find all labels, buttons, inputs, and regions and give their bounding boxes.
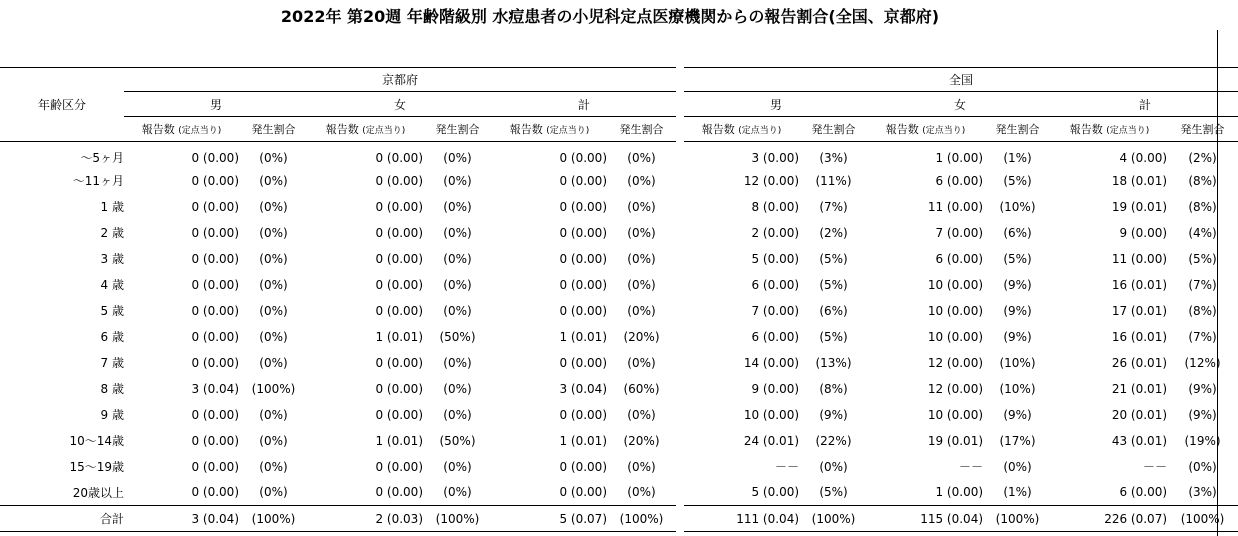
report-count-cell: 0 (0.00) [559, 303, 607, 318]
rate-cell: (0%) [259, 407, 288, 422]
sex-header-national-total: 計 [1052, 92, 1238, 117]
report-count-cell: 1 (0.01) [375, 433, 423, 448]
rate-cell: (8%) [819, 381, 848, 396]
rate-cell: (0%) [259, 459, 288, 474]
age-cell: 2 歳 [100, 226, 124, 240]
report-count-label: 報告数 [885, 123, 919, 136]
rate-cell: (3%) [1188, 485, 1217, 500]
rate-cell: (0%) [259, 251, 288, 266]
report-count-cell: 0 (0.00) [191, 433, 239, 448]
region-gap-cell [676, 168, 684, 194]
rate-cell: (10%) [999, 355, 1036, 370]
per-sentinel-label: (定点当り) [362, 126, 406, 136]
table-row [0, 246, 1238, 272]
rate-cell: (9%) [1188, 407, 1217, 422]
rate-cell: (2%) [819, 225, 848, 240]
rate-cell: (0%) [627, 355, 656, 370]
rate-cell: (50%) [439, 329, 476, 344]
rate-cell: (0%) [627, 303, 656, 318]
rate-cell: (0%) [627, 150, 656, 165]
rate-cell: (0%) [259, 485, 288, 500]
header-row-sex [0, 92, 1238, 117]
report-count-cell: 7 (0.00) [751, 303, 800, 318]
report-count-cell: 24 (0.01) [743, 433, 800, 448]
rate-cell: (0%) [627, 459, 656, 474]
rate-cell: (8%) [1188, 199, 1217, 214]
report-count-cell: 11 (0.00) [927, 199, 984, 214]
report-count-cell: 0 (0.00) [191, 199, 239, 214]
rate-header: 発生割合 [799, 117, 868, 142]
report-count-label: 報告数 [1069, 123, 1103, 136]
rate-cell: (0%) [443, 485, 472, 500]
region-gap [676, 68, 684, 92]
report-count-cell: －－ [959, 460, 984, 474]
rate-cell: (10%) [999, 381, 1036, 396]
region-gap-cell [676, 402, 684, 428]
per-sentinel-label: (定点当り) [738, 126, 782, 136]
rate-cell: (0%) [819, 459, 848, 474]
rate-cell: (0%) [259, 277, 288, 292]
table-row [0, 298, 1238, 324]
region-gap-cell [676, 480, 684, 506]
rate-cell: (17%) [999, 433, 1036, 448]
report-count-cell: 4 (0.00) [1119, 150, 1168, 165]
report-count-cell: 3 (0.00) [751, 150, 800, 165]
report-count-label: 報告数 [701, 123, 735, 136]
region-gap-cell [676, 506, 684, 532]
report-count-cell: 0 (0.00) [559, 355, 607, 370]
rate-cell: (0%) [443, 251, 472, 266]
rate-cell: (100%) [1167, 506, 1238, 532]
report-count-cell: 0 (0.00) [559, 277, 607, 292]
age-cell: 15～19歳 [69, 460, 124, 474]
report-count-cell: 1 (0.00) [935, 150, 984, 165]
report-count-cell: 14 (0.00) [743, 355, 800, 370]
rate-cell: (0%) [443, 407, 472, 422]
report-count-cell: 10 (0.00) [927, 329, 984, 344]
report-count-cell: 115 (0.04) [868, 506, 983, 532]
report-count-header [492, 117, 607, 142]
rate-cell: (0%) [443, 381, 472, 396]
report-count-cell: 10 (0.00) [927, 277, 984, 292]
rate-cell: (0%) [627, 173, 656, 188]
rate-cell: (0%) [627, 277, 656, 292]
report-count-cell: 0 (0.00) [375, 355, 423, 370]
table-row [0, 402, 1238, 428]
region-gap-cell [676, 298, 684, 324]
table-row [0, 168, 1238, 194]
age-cell: 20歳以上 [72, 485, 124, 500]
report-count-cell: 0 (0.00) [191, 251, 239, 266]
age-cell: 6 歳 [100, 330, 124, 344]
report-count-cell: 8 (0.00) [751, 199, 800, 214]
region-gap-cell [676, 246, 684, 272]
rate-cell: (100%) [983, 506, 1052, 532]
rate-cell: (9%) [819, 407, 848, 422]
report-count-cell: 43 (0.01) [1111, 433, 1168, 448]
age-cell: 3 歳 [100, 252, 124, 266]
rate-cell: (5%) [1003, 251, 1032, 266]
report-count-cell: 0 (0.00) [191, 173, 239, 188]
table-row [0, 428, 1238, 454]
report-count-cell: 0 (0.00) [191, 277, 239, 292]
rate-cell: (19%) [1184, 433, 1221, 448]
rate-cell: (9%) [1188, 381, 1217, 396]
report-count-cell: 11 (0.00) [1111, 251, 1168, 266]
rate-cell: (0%) [627, 199, 656, 214]
report-count-cell: 0 (0.00) [375, 381, 423, 396]
table-row [0, 324, 1238, 350]
region-gap-cell [676, 376, 684, 402]
report-count-cell: 9 (0.00) [1119, 225, 1168, 240]
rate-cell: (2%) [1188, 150, 1217, 165]
rate-cell: (100%) [799, 506, 868, 532]
rate-cell: (5%) [1003, 173, 1032, 188]
rate-header: 発生割合 [1167, 117, 1238, 142]
rate-cell: (12%) [1184, 355, 1221, 370]
rate-cell: (7%) [819, 199, 848, 214]
report-count-cell: 0 (0.00) [375, 251, 423, 266]
rate-cell: (100%) [251, 381, 296, 396]
age-cell: 9 歳 [100, 408, 124, 422]
rate-cell: (0%) [627, 407, 656, 422]
report-count-label: 報告数 [325, 123, 359, 136]
region-gap-cell [676, 350, 684, 376]
report-count-cell: 0 (0.00) [191, 303, 239, 318]
report-count-cell: 3 (0.04) [124, 506, 239, 532]
rate-cell: (5%) [819, 251, 848, 266]
report-count-header [684, 117, 799, 142]
table-row [0, 194, 1238, 220]
rate-cell: (8%) [1188, 173, 1217, 188]
rate-cell: (1%) [1003, 150, 1032, 165]
per-sentinel-label: (定点当り) [178, 126, 222, 136]
report-count-cell: 10 (0.00) [743, 407, 800, 422]
table-row [0, 480, 1238, 506]
rate-cell: (7%) [1188, 329, 1217, 344]
rate-cell: (50%) [439, 433, 476, 448]
rate-cell: (60%) [623, 381, 660, 396]
report-count-cell: 0 (0.00) [375, 150, 423, 165]
rate-cell: (100%) [239, 506, 308, 532]
rate-cell: (100%) [423, 506, 492, 532]
region-gap-cell [676, 454, 684, 480]
report-count-cell: 19 (0.01) [1111, 199, 1168, 214]
rate-cell: (0%) [259, 329, 288, 344]
rate-cell: (20%) [623, 433, 660, 448]
rate-cell: (0%) [443, 355, 472, 370]
table-row [0, 376, 1238, 402]
total-row [0, 506, 1238, 532]
rate-cell: (0%) [627, 251, 656, 266]
rate-cell: (0%) [259, 433, 288, 448]
report-count-cell: 0 (0.00) [559, 173, 607, 188]
rate-cell: (11%) [815, 173, 852, 188]
rate-cell: (5%) [1188, 251, 1217, 266]
rate-cell: (0%) [1188, 459, 1217, 474]
report-count-cell: 0 (0.00) [375, 277, 423, 292]
rate-cell: (3%) [819, 150, 848, 165]
sex-header-kyoto-total: 計 [492, 92, 676, 117]
rate-cell: (10%) [999, 199, 1036, 214]
report-count-cell: 6 (0.00) [935, 251, 984, 266]
report-count-cell: 5 (0.00) [751, 485, 800, 500]
rate-cell: (9%) [1003, 303, 1032, 318]
rate-cell: (6%) [819, 303, 848, 318]
report-count-cell: 9 (0.00) [751, 381, 800, 396]
rate-cell: (5%) [819, 277, 848, 292]
region-header-national: 全国 [684, 68, 1238, 92]
report-count-cell: 12 (0.00) [927, 355, 984, 370]
rate-cell: (0%) [627, 485, 656, 500]
rate-cell: (9%) [1003, 407, 1032, 422]
report-count-cell: 6 (0.00) [751, 329, 800, 344]
report-count-cell: 0 (0.00) [375, 173, 423, 188]
rate-cell: (0%) [259, 150, 288, 165]
report-count-cell: 0 (0.00) [191, 407, 239, 422]
rate-cell: (0%) [443, 459, 472, 474]
rate-cell: (0%) [443, 199, 472, 214]
report-count-cell: 0 (0.00) [559, 251, 607, 266]
region-gap-cell [676, 220, 684, 246]
report-count-cell: 12 (0.00) [743, 173, 800, 188]
age-header: 年齢区分 [0, 68, 124, 142]
report-count-header [868, 117, 983, 142]
report-count-cell: 0 (0.00) [375, 407, 423, 422]
region-gap-cell [676, 324, 684, 350]
sex-header-kyoto-male: 男 [124, 92, 308, 117]
report-count-cell: 111 (0.04) [684, 506, 799, 532]
rate-cell: (8%) [1188, 303, 1217, 318]
table-row [0, 350, 1238, 376]
table-row [0, 454, 1238, 480]
rate-header: 発生割合 [983, 117, 1052, 142]
rate-cell: (100%) [607, 506, 676, 532]
report-count-cell: 10 (0.00) [927, 407, 984, 422]
rate-cell: (13%) [815, 355, 852, 370]
report-count-cell: 2 (0.00) [751, 225, 800, 240]
report-count-cell: 19 (0.01) [927, 433, 984, 448]
rate-cell: (0%) [443, 225, 472, 240]
rate-cell: (5%) [819, 485, 848, 500]
rate-cell: (0%) [259, 173, 288, 188]
rate-cell: (9%) [1003, 329, 1032, 344]
report-count-cell: 6 (0.00) [751, 277, 800, 292]
rate-cell: (7%) [1188, 277, 1217, 292]
report-count-cell: 26 (0.01) [1111, 355, 1168, 370]
table-body [0, 142, 1238, 532]
region-gap-cell [676, 194, 684, 220]
per-sentinel-label: (定点当り) [546, 126, 590, 136]
rate-cell: (20%) [623, 329, 660, 344]
rate-cell: (0%) [443, 303, 472, 318]
rate-cell: (0%) [259, 303, 288, 318]
rate-header: 発生割合 [423, 117, 492, 142]
report-count-label: 報告数 [509, 123, 543, 136]
report-count-header [124, 117, 239, 142]
report-count-cell: 3 (0.04) [559, 381, 607, 396]
report-count-header [1052, 117, 1167, 142]
report-count-cell: 17 (0.01) [1111, 303, 1168, 318]
rate-header: 発生割合 [607, 117, 676, 142]
rate-cell: (0%) [259, 355, 288, 370]
report-count-cell: 226 (0.07) [1052, 506, 1167, 532]
header-row-region [0, 68, 1238, 92]
report-count-cell: 6 (0.00) [935, 173, 984, 188]
table-row [0, 220, 1238, 246]
report-count-cell: 0 (0.00) [375, 199, 423, 214]
report-count-header [308, 117, 423, 142]
table-row [0, 272, 1238, 298]
rate-cell: (22%) [815, 433, 852, 448]
age-cell: 7 歳 [100, 356, 124, 370]
rate-header: 発生割合 [239, 117, 308, 142]
report-count-cell: －－ [775, 460, 800, 474]
report-count-cell: 7 (0.00) [935, 225, 984, 240]
report-count-cell: 0 (0.00) [191, 459, 239, 474]
report-count-cell: 0 (0.00) [559, 459, 607, 474]
report-count-cell: 0 (0.00) [375, 485, 423, 500]
age-cell: 合計 [0, 506, 124, 532]
table-row [0, 142, 1238, 168]
report-count-cell: 3 (0.04) [191, 381, 239, 396]
report-count-cell: 5 (0.00) [751, 251, 800, 266]
per-sentinel-label: (定点当り) [1106, 126, 1150, 136]
report-count-cell: 0 (0.00) [375, 225, 423, 240]
report-table [0, 67, 1238, 532]
report-count-cell: 16 (0.01) [1111, 329, 1168, 344]
report-count-cell: －－ [1143, 460, 1168, 474]
report-count-cell: 1 (0.01) [559, 433, 607, 448]
report-count-cell: 0 (0.00) [559, 225, 607, 240]
report-count-cell: 5 (0.07) [492, 506, 607, 532]
region-gap-cell [676, 272, 684, 298]
report-count-label: 報告数 [141, 123, 175, 136]
age-cell: ～11ヶ月 [72, 174, 124, 188]
report-count-cell: 0 (0.00) [559, 485, 607, 500]
region-gap-cell [676, 142, 684, 168]
rate-cell: (0%) [627, 225, 656, 240]
sex-header-national-male: 男 [684, 92, 868, 117]
report-count-cell: 20 (0.01) [1111, 407, 1168, 422]
rate-cell: (0%) [1003, 459, 1032, 474]
age-cell: 10～14歳 [69, 434, 124, 448]
rate-cell: (0%) [259, 199, 288, 214]
report-count-cell: 0 (0.00) [559, 407, 607, 422]
rate-cell: (1%) [1003, 485, 1032, 500]
age-cell: 5 歳 [100, 304, 124, 318]
rate-cell: (9%) [1003, 277, 1032, 292]
age-cell: 8 歳 [100, 382, 124, 396]
report-count-cell: 10 (0.00) [927, 303, 984, 318]
report-count-cell: 1 (0.01) [375, 329, 423, 344]
sex-header-kyoto-female: 女 [308, 92, 492, 117]
per-sentinel-label: (定点当り) [922, 126, 966, 136]
report-count-cell: 21 (0.01) [1111, 381, 1168, 396]
report-count-cell: 0 (0.00) [191, 150, 239, 165]
age-cell: 4 歳 [100, 278, 124, 292]
region-gap-cell [676, 428, 684, 454]
report-count-cell: 0 (0.00) [559, 150, 607, 165]
metric-gap [676, 117, 684, 142]
rate-cell: (6%) [1003, 225, 1032, 240]
report-count-cell: 18 (0.01) [1111, 173, 1168, 188]
sex-header-national-female: 女 [868, 92, 1052, 117]
region-header-kyoto: 京都府 [124, 68, 676, 92]
sex-gap [676, 92, 684, 117]
report-count-cell: 12 (0.00) [927, 381, 984, 396]
report-count-cell: 2 (0.03) [308, 506, 423, 532]
report-count-cell: 16 (0.01) [1111, 277, 1168, 292]
report-count-cell: 0 (0.00) [191, 485, 239, 500]
rate-cell: (0%) [443, 173, 472, 188]
page-title: 2022年 第20週 年齢階級別 水痘患者の小児科定点医療機関からの報告割合(全国、京都府) [280, 7, 940, 26]
report-count-cell: 0 (0.00) [191, 225, 239, 240]
report-count-cell: 0 (0.00) [375, 303, 423, 318]
report-count-cell: 0 (0.00) [559, 199, 607, 214]
rate-cell: (0%) [443, 150, 472, 165]
header-row-metric [0, 117, 1238, 142]
report-count-cell: 1 (0.01) [559, 329, 607, 344]
report-count-cell: 6 (0.00) [1119, 485, 1168, 500]
rate-cell: (5%) [819, 329, 848, 344]
age-cell: 1 歳 [100, 200, 124, 214]
age-cell: ～5ヶ月 [80, 151, 124, 166]
rate-cell: (0%) [443, 277, 472, 292]
rate-cell: (0%) [259, 225, 288, 240]
report-count-cell: 1 (0.00) [935, 485, 984, 500]
report-count-cell: 0 (0.00) [191, 355, 239, 370]
report-count-cell: 0 (0.00) [375, 459, 423, 474]
rate-cell: (4%) [1188, 225, 1217, 240]
report-count-cell: 0 (0.00) [191, 329, 239, 344]
